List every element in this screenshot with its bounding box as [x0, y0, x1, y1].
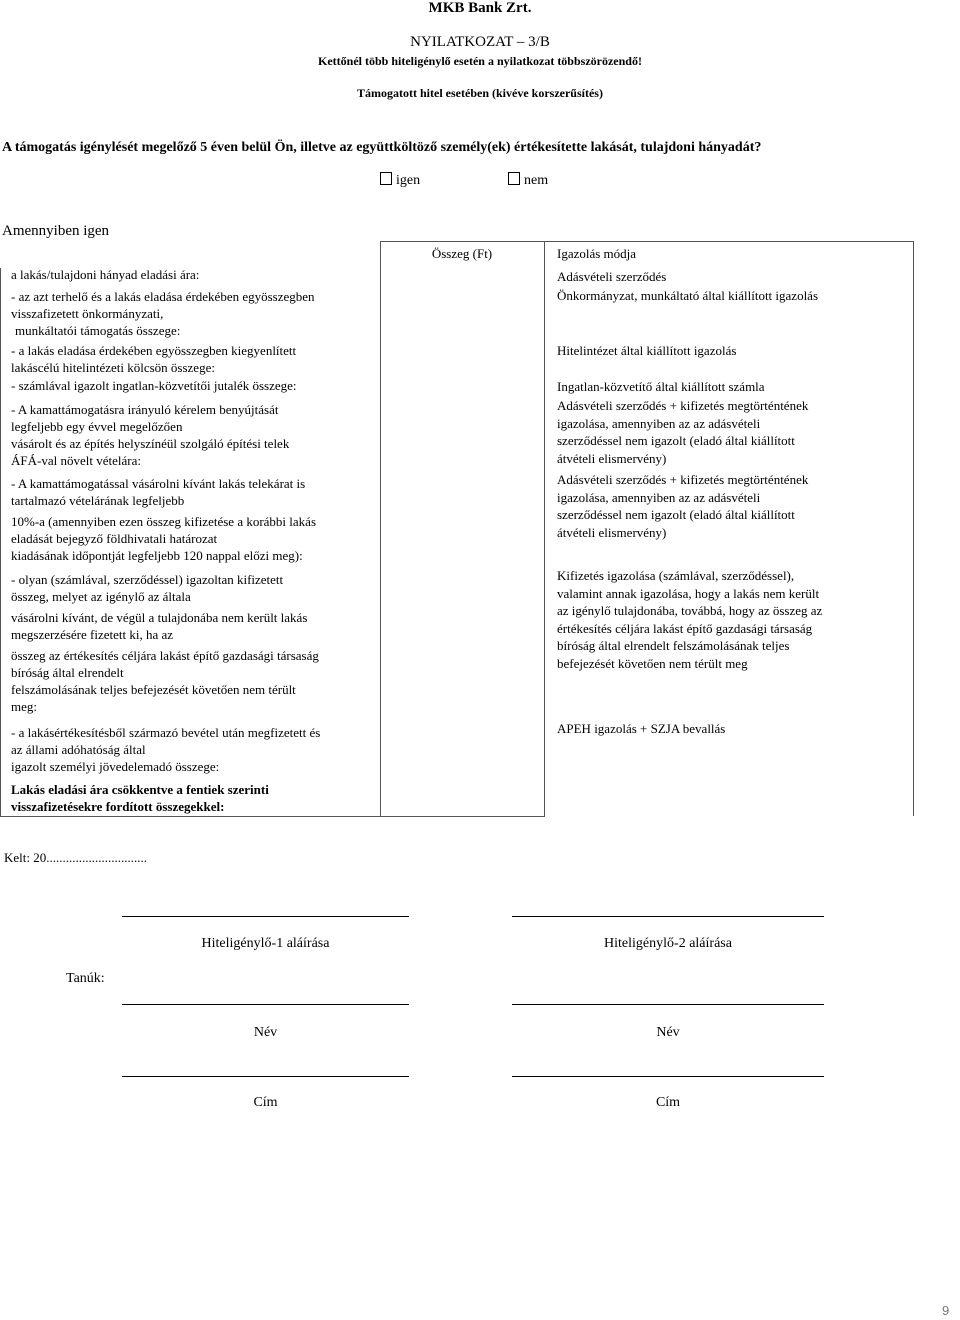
page-number: 9 [942, 1303, 950, 1318]
witness1-name-label: Név [253, 1025, 278, 1040]
row-label-net-sale-price: Lakás eladási ára csökkentve a fentiek szerinti visszafizetésekre fordított összegekkel: [11, 782, 269, 814]
row-label-loan-repaid: - a lakás eladása érdekében egyösszegben kiegyenlített lakáscélú hitelintézeti kölcsön összege: [11, 343, 297, 375]
witnesses-label: Tanúk: [66, 971, 105, 986]
table-bottom-border [0, 816, 545, 817]
date-line: Kelt: 20............................... [4, 850, 147, 865]
table-amount-right-border [544, 241, 545, 816]
question-text: A támogatás igénylését megelőző 5 éven belül Ön, illetve az együttköltöző személy(ek) értékesítette lakását, tulajdoni hányadát? [2, 140, 762, 155]
proof-plot-price: Adásvételi szerződés + kifizetés megtörténtének igazolása, amennyiben az az adásvételi szerződéssel nem igazolt (eladó által kiállított átvételi elismervény) [557, 398, 809, 466]
checkbox-no[interactable] [508, 172, 520, 185]
proof-purchase-10pct: Adásvételi szerződés + kifizetés megtörténtének igazolása, amennyiben az az adásvételi szerződéssel nem igazolt (eladó által kiállított átvételi elismervény) [557, 472, 809, 540]
table-top-border [380, 241, 913, 242]
table-left-border [0, 268, 1, 816]
document-title: NYILATKOZAT – 3/B [410, 34, 550, 50]
bank-name: MKB Bank Zrt. [428, 0, 532, 16]
amount-column[interactable] [381, 268, 544, 815]
document-note: Támogatott hitel esetében (kivéve korszerűsítés) [357, 86, 603, 100]
row-label-sale-price: a lakás/tulajdoni hányad eladási ára: [11, 267, 200, 282]
witness2-name-label: Név [656, 1025, 680, 1040]
row-label-purchase-10pct: - A kamattámogatással vásárolni kívánt lakás telekárat is tartalmazó vételárának legfeljebb 10%-a (amennyiben ezen összeg kifizetése a korábbi lakás eladását bejegyző földhivatali határozat kiadásának időpontját legfeljebb 120 nappal előzi meg): [11, 476, 317, 563]
checkbox-yes[interactable] [380, 172, 392, 185]
column-header-proof: Igazolás módja [557, 246, 637, 261]
signer1-label: Hiteligénylő-1 aláírása [201, 936, 330, 951]
proof-paid-not-received: Kifizetés igazolása (számlával, szerződéssel), valamint annak igazolása, hogy a lakás nem került az igénylő tulajdonába, továbbá, hogy az összeg az értékesítés céljára lakást építő gazdasági társaság bíróság által elrendelt felszámolásának teljes befejezését követően nem térült meg [557, 568, 823, 671]
witness2-signature-line[interactable] [512, 1004, 824, 1005]
row-label-paid-not-received: - olyan (számlával, szerződéssel) igazoltan kifizetett összeg, melyet az igénylő az általa vásárolni kívánt, de végül a tulajdonába nem került lakás megszerzésére fizetett ki, ha az összeg az értékesítés céljára lakást építő gazdasági társaság bíróság által elrendelt felszámolásának teljes befejezését követően nem térült meg: [11, 572, 319, 714]
option-yes-label: igen [396, 173, 421, 188]
section-title: Amennyiben igen [2, 223, 110, 239]
witness1-address-line[interactable] [122, 1076, 409, 1077]
proof-loan-repaid: Hitelintézet által kiállított igazolás [557, 343, 737, 358]
witness2-address-label: Cím [655, 1095, 681, 1110]
proof-income-tax: APEH igazolás + SZJA bevallás [557, 721, 726, 736]
signer2-label: Hiteligénylő-2 aláírása [604, 936, 732, 951]
proof-agent-fee: Ingatlan-közvetítő által kiállított számla [557, 379, 765, 394]
proof-subsidy-repaid: Önkormányzat, munkáltató által kiállított igazolás [557, 288, 819, 303]
row-label-plot-price: - A kamattámogatásra irányuló kérelem benyújtását legfeljebb egy évvel megelőzően vásárolt és az építés helyszínéül szolgáló építési telek ÁFÁ-val növelt vételára: [11, 402, 290, 468]
row-label-agent-fee: - számlával igazolt ingatlan-közvetítői jutalék összege: [11, 378, 297, 393]
row-label-income-tax: - a lakásértékesítésből származó bevétel után megfizetett és az állami adóhatóság által igazolt személyi jövedelemadó összege: [11, 725, 321, 774]
option-yes[interactable] [380, 172, 420, 189]
signature-line-2[interactable] [512, 916, 824, 917]
table-right-border [913, 241, 914, 816]
row-label-subsidy-repaid: - az azt terhelő és a lakás eladása érdekében egyösszegben visszafizetett önkormányzati, munkáltatói támogatás összege: [11, 289, 315, 338]
witness2-address-line[interactable] [512, 1076, 824, 1077]
witness1-signature-line[interactable] [122, 1004, 409, 1005]
proof-sale-price: Adásvételi szerződés [557, 269, 667, 284]
witness1-address-label: Cím [253, 1095, 278, 1110]
option-no[interactable] [508, 172, 548, 189]
option-no-label: nem [524, 173, 549, 188]
column-header-amount: Összeg (Ft) [431, 246, 493, 261]
document-subtitle: Kettőnél több hiteligénylő esetén a nyilatkozat többszörözendő! [318, 54, 642, 68]
signature-line-1[interactable] [122, 916, 409, 917]
